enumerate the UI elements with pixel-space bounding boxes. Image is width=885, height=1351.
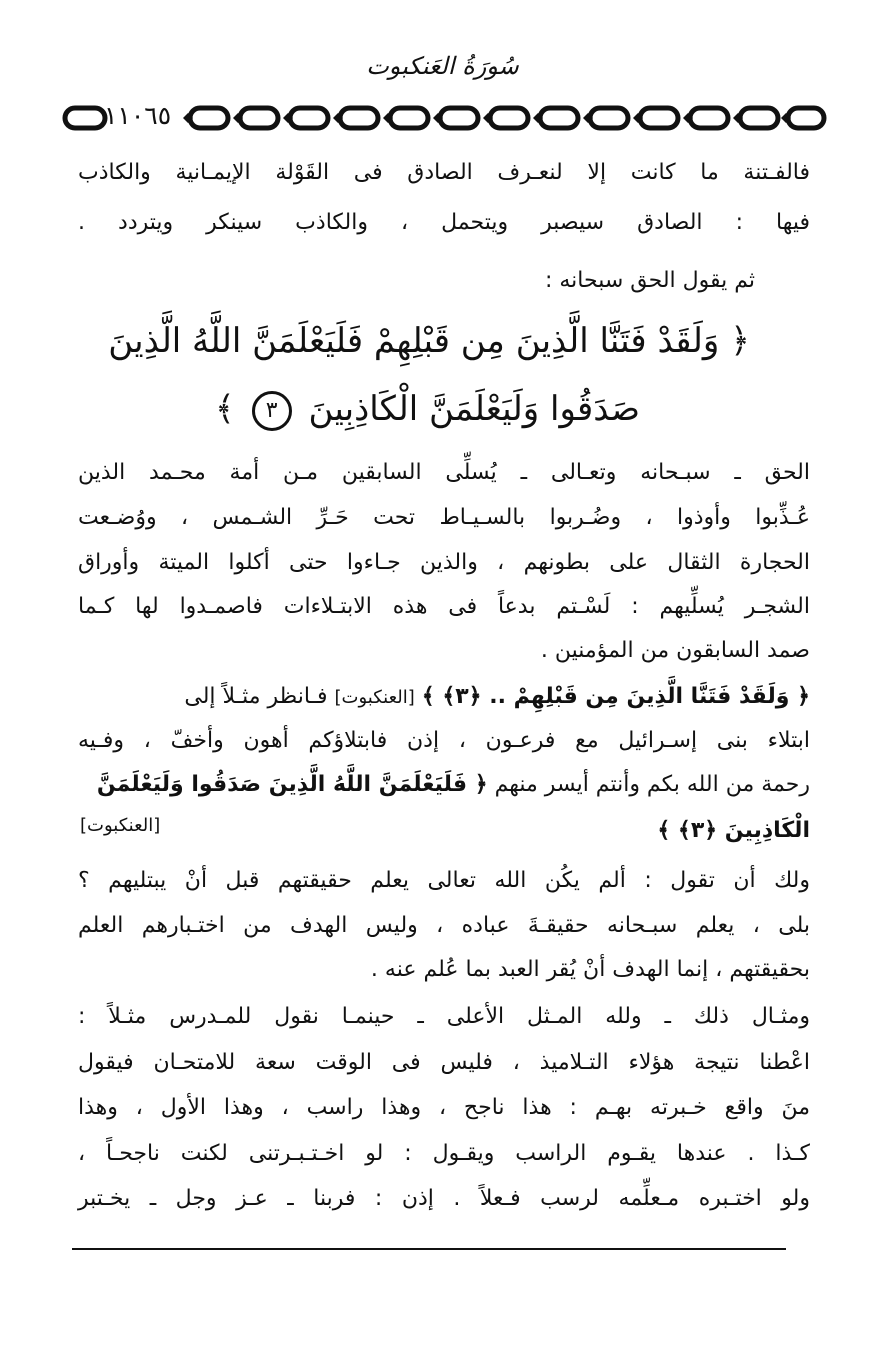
paragraph-4-line-4 [78, 818, 810, 843]
paragraph-4-line-1 [78, 684, 810, 709]
paragraph-2: ثم يقول الحق سبحانه : [544, 268, 755, 293]
paragraph-3-line-3: الحجارة الثقال على بطونهم ، والذين جـاءوا حتى أكلوا الميتة وأوراق [78, 550, 810, 575]
paragraph-6-line-1: ومثـال ذلك ـ ولله المـثل الأعلى ـ حينمـا نقول للمـدرس مثـلاً : [78, 1004, 810, 1029]
ayah-number-mark: ٣ [252, 391, 292, 431]
surah-title: سُورَةُ العَنكبوت [366, 52, 519, 80]
paragraph-4-text-3: رحمة من الله بكم وأنتم أيسر منهم [494, 772, 810, 797]
paragraph-4-text-1: فـانظر مثـلاً إلى [184, 684, 328, 709]
paragraph-4-line-3 [78, 772, 810, 797]
ornamental-border-icon [60, 100, 830, 140]
paragraph-3-line-1: الحق ـ سبـحانه وتعـالى ـ يُسلِّى السابقين مـن أمة محـمد الذين [78, 460, 810, 485]
quran-verse-line-2 [214, 388, 640, 431]
verse-quote-3: الْكَاذِبِينَ ﴿٣﴾ ﴾ [657, 818, 810, 843]
paragraph-3-line-4: الشجـر يُسلِّيهم : لَسْـتم بدعاً فى هذه الابتـلاءات فاصمـدوا لها كـما [78, 594, 810, 619]
paragraph-5-line-2: بلى ، يعلم سبـحانه حقيقـةَ عباده ، وليس الهدف من اختـبارهم العلم [78, 913, 810, 938]
verse-quote-1: ﴿ وَلَقَدْ فَتَنَّا الَّذِينَ مِن قَبْلِهِمْ .. ﴿٣﴾ ﴾ [421, 684, 810, 709]
paragraph-5-line-3: بحقيقتهم ، إنما الهدف أنْ يُقر العبد بما عُلم عنه . [370, 957, 810, 982]
paragraph-6-line-2: اعْطنا نتيجة هؤلاء التـلاميذ ، فليس فى الوقت سعة للامتحـان فيقول [78, 1050, 810, 1075]
paragraph-1-line-2: فيها : الصادق سيصبر ويتحمل ، والكاذب سينكر ويتردد . [78, 210, 810, 235]
paragraph-3-line-5: صمد السابقون من المؤمنين . [540, 638, 810, 663]
quran-verse-text-2: صَدَقُوا وَلَيَعْلَمَنَّ الْكَاذِبِينَ [308, 389, 640, 429]
quran-verse-line-1 [108, 320, 750, 361]
quran-verse-text-1: ﴿ وَلَقَدْ فَتَنَّا الَّذِينَ مِن قَبْلِهِمْ فَلَيَعْلَمَنَّ اللَّهُ الَّذِينَ [108, 321, 750, 361]
paragraph-6-line-3: منَ واقع خـبرته بهـم : هذا ناجح ، وهذا راسب ، وهذا الأول ، وهذا [78, 1095, 810, 1120]
paragraph-4-line-2: ابتلاء بنى إسـرائيل مع فرعـون ، إذن فابتلاؤكم أهون وأخفّ ، وفـيه [78, 728, 810, 753]
footer-divider [72, 1248, 786, 1250]
paragraph-6-line-4: كـذا . عندها يقـوم الراسب ويقـول : لو اخـتـبـرتنى لكنت ناجحـاً ، [78, 1141, 810, 1166]
paragraph-1-line-1: فالفـتنة ما كانت إلا لنعـرف الصادق فى القَوْلة الإيمـانية والكاذب [78, 160, 810, 185]
paragraph-3-line-2: عُـذِّبوا وأوذوا ، وضُـربوا بالسـيـاط تحت حَـرِّ الشـمس ، ووُضـعت [78, 505, 810, 530]
verse-quote-2: ﴿ فَلَيَعْلَمَنَّ اللَّهُ الَّذِينَ صَدَقُوا وَلَيَعْلَمَنَّ [96, 772, 488, 797]
quran-verse-close: ﴾ [214, 389, 235, 429]
surah-reference-2-text: [العنكبوت] [80, 815, 161, 836]
paragraph-5-line-1: ولك أن تقول : ألم يكُن الله تعالى يعلم حقيقتهم قبل أنْ يبتليهم ؟ [78, 868, 810, 893]
surah-reference-2 [80, 812, 160, 837]
paragraph-6-line-5: ولو اختـبره مـعلِّمه لرسب فـعلاً . إذن : فربنا ـ عـز وجل ـ يخـتبر [78, 1186, 810, 1211]
surah-reference-1: [العنكبوت] [334, 687, 415, 708]
page-number: ١١٠٦٥ [104, 101, 172, 130]
